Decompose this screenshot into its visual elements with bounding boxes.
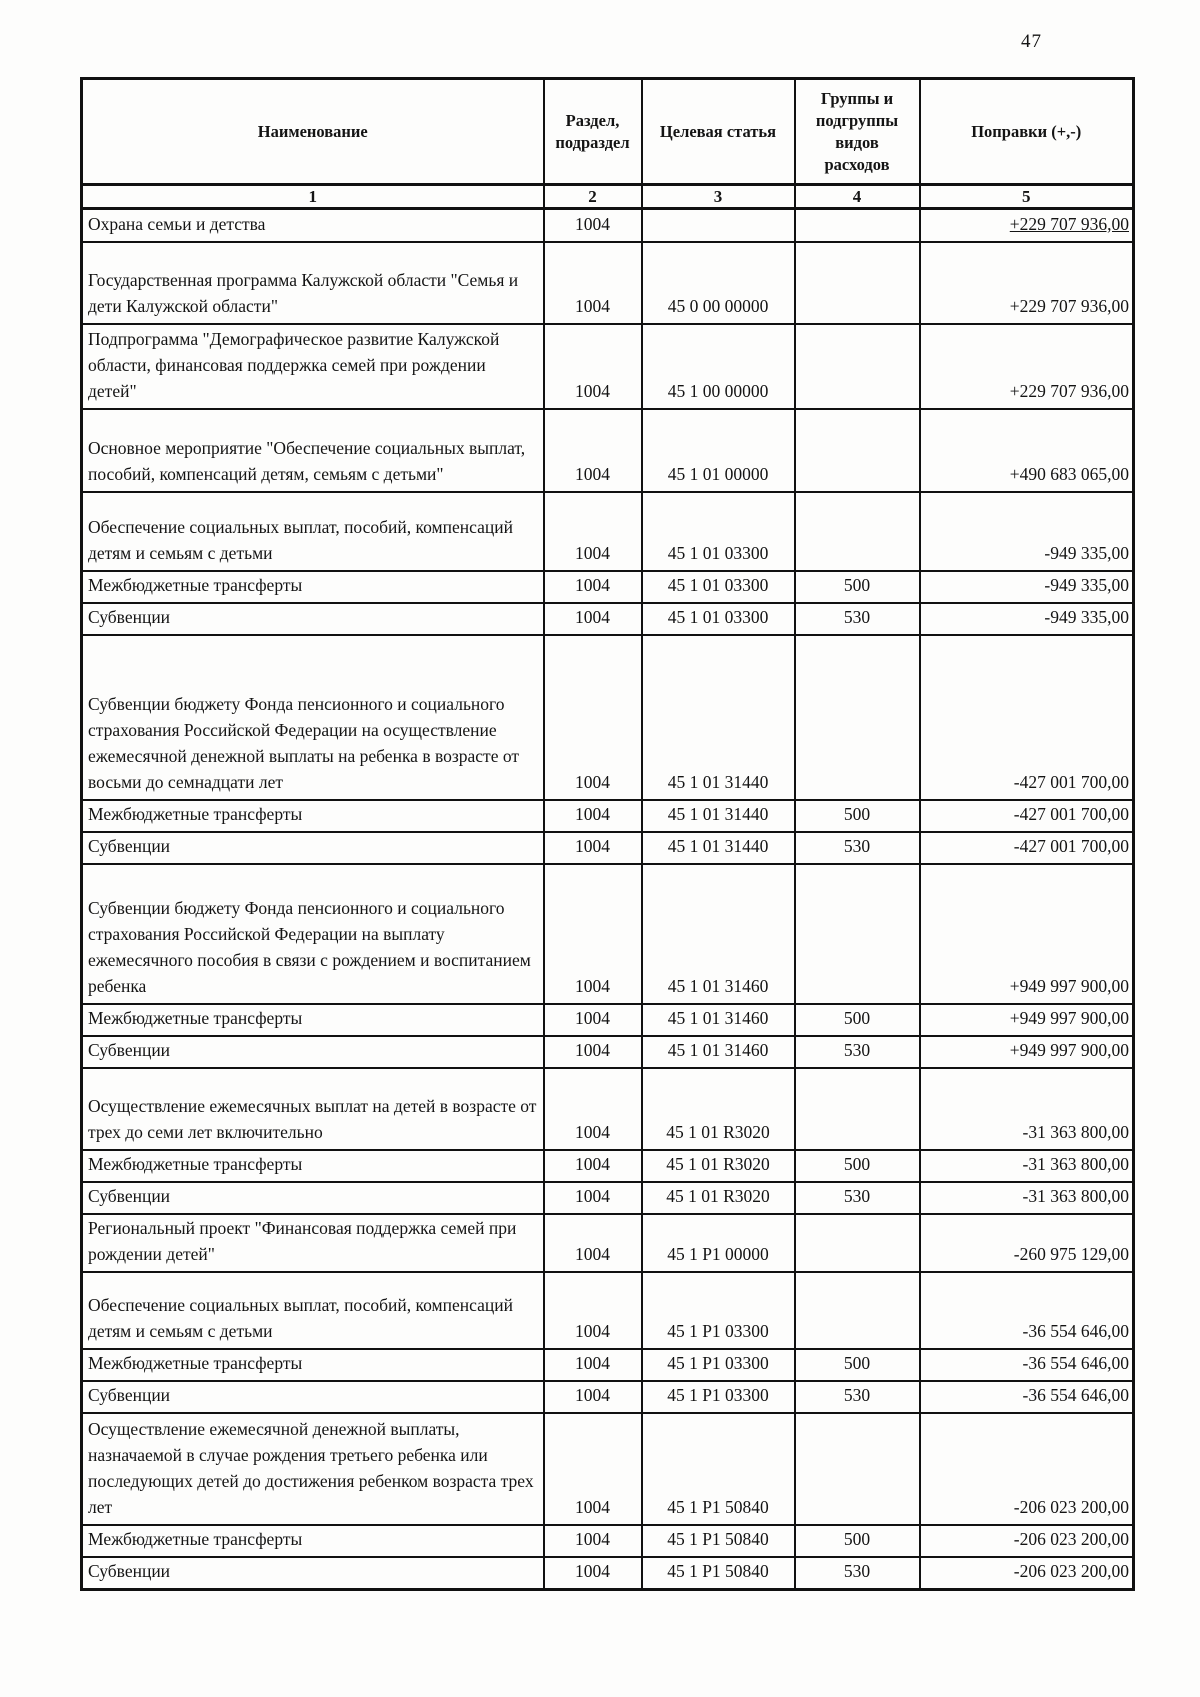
cell-section-code: 1004 bbox=[544, 324, 642, 409]
header-section-subsection: Раздел, подраздел bbox=[544, 79, 642, 185]
table-row bbox=[82, 864, 1134, 1004]
table-row bbox=[82, 1004, 1134, 1036]
cell-name: Субвенции bbox=[82, 603, 544, 635]
header-row bbox=[82, 79, 1134, 185]
table-row bbox=[82, 1272, 1134, 1349]
cell-section-code: 1004 bbox=[544, 492, 642, 571]
cell-name: Субвенции бюджету Фонда пенсионного и социального страхования Российской Федерации на выплату ежемесячного пособия в связи с рождением и воспитанием ребенка bbox=[82, 864, 544, 1004]
cell-expense-group: 500 bbox=[795, 800, 920, 832]
cell-amendment-amount: -427 001 700,00 bbox=[920, 832, 1134, 864]
cell-target-article: 45 1 01 31440 bbox=[642, 832, 795, 864]
cell-name: Межбюджетные трансферты bbox=[82, 1150, 544, 1182]
cell-name: Субвенции bbox=[82, 832, 544, 864]
table-row bbox=[82, 800, 1134, 832]
column-number-4: 4 bbox=[795, 185, 920, 209]
table-row bbox=[82, 603, 1134, 635]
cell-target-article: 45 1 00 00000 bbox=[642, 324, 795, 409]
cell-section-code: 1004 bbox=[544, 209, 642, 242]
cell-section-code: 1004 bbox=[544, 603, 642, 635]
cell-amendment-amount: -36 554 646,00 bbox=[920, 1272, 1134, 1349]
cell-name: Охрана семьи и детства bbox=[82, 209, 544, 242]
cell-name: Субвенции bbox=[82, 1557, 544, 1590]
table-row bbox=[82, 409, 1134, 492]
cell-name: Подпрограмма "Демографическое развитие Калужской области, финансовая поддержка семей при рождении детей" bbox=[82, 324, 544, 409]
cell-expense-group bbox=[795, 409, 920, 492]
cell-amendment-amount: -260 975 129,00 bbox=[920, 1214, 1134, 1272]
cell-section-code: 1004 bbox=[544, 1182, 642, 1214]
table-row bbox=[82, 209, 1134, 242]
cell-name: Межбюджетные трансферты bbox=[82, 1004, 544, 1036]
cell-amendment-amount: +229 707 936,00 bbox=[920, 242, 1134, 324]
table-row bbox=[82, 1381, 1134, 1413]
cell-expense-group bbox=[795, 864, 920, 1004]
table-row bbox=[82, 1150, 1134, 1182]
cell-section-code: 1004 bbox=[544, 1525, 642, 1557]
cell-section-code: 1004 bbox=[544, 1214, 642, 1272]
cell-target-article: 45 0 00 00000 bbox=[642, 242, 795, 324]
cell-amendment-amount: -206 023 200,00 bbox=[920, 1413, 1134, 1525]
header-amendments: Поправки (+,-) bbox=[920, 79, 1134, 185]
table-row bbox=[82, 832, 1134, 864]
cell-target-article: 45 1 01 00000 bbox=[642, 409, 795, 492]
cell-amendment-amount: -206 023 200,00 bbox=[920, 1557, 1134, 1590]
cell-section-code: 1004 bbox=[544, 864, 642, 1004]
cell-section-code: 1004 bbox=[544, 1349, 642, 1381]
table-row bbox=[82, 242, 1134, 324]
table-row bbox=[82, 1036, 1134, 1068]
cell-expense-group bbox=[795, 1068, 920, 1150]
cell-expense-group bbox=[795, 1214, 920, 1272]
table-row bbox=[82, 1413, 1134, 1525]
cell-name: Осуществление ежемесячных выплат на детей в возрасте от трех до семи лет включительно bbox=[82, 1068, 544, 1150]
table-row bbox=[82, 571, 1134, 603]
cell-expense-group: 500 bbox=[795, 1349, 920, 1381]
cell-section-code: 1004 bbox=[544, 1272, 642, 1349]
cell-target-article: 45 1 01 31460 bbox=[642, 1004, 795, 1036]
cell-name: Субвенции bbox=[82, 1182, 544, 1214]
cell-amendment-amount: +229 707 936,00 bbox=[920, 324, 1134, 409]
cell-target-article: 45 1 P1 50840 bbox=[642, 1413, 795, 1525]
cell-target-article: 45 1 P1 50840 bbox=[642, 1557, 795, 1590]
cell-name: Межбюджетные трансферты bbox=[82, 1349, 544, 1381]
cell-amendment-amount: -36 554 646,00 bbox=[920, 1349, 1134, 1381]
cell-expense-group: 500 bbox=[795, 1150, 920, 1182]
cell-section-code: 1004 bbox=[544, 1068, 642, 1150]
cell-amendment-amount: +229 707 936,00 bbox=[920, 209, 1134, 242]
table-body bbox=[82, 209, 1134, 1590]
cell-amendment-amount: -949 335,00 bbox=[920, 603, 1134, 635]
cell-amendment-amount: +949 997 900,00 bbox=[920, 864, 1134, 1004]
column-number-5: 5 bbox=[920, 185, 1134, 209]
cell-amendment-amount: +949 997 900,00 bbox=[920, 1036, 1134, 1068]
cell-target-article: 45 1 P1 00000 bbox=[642, 1214, 795, 1272]
table-row bbox=[82, 324, 1134, 409]
column-number-3: 3 bbox=[642, 185, 795, 209]
cell-target-article: 45 1 01 31460 bbox=[642, 1036, 795, 1068]
cell-expense-group: 500 bbox=[795, 571, 920, 603]
cell-expense-group bbox=[795, 492, 920, 571]
table-row bbox=[82, 1214, 1134, 1272]
cell-name: Субвенции bbox=[82, 1381, 544, 1413]
cell-target-article: 45 1 P1 50840 bbox=[642, 1525, 795, 1557]
cell-name: Субвенции бюджету Фонда пенсионного и социального страхования Российской Федерации на осуществление ежемесячной денежной выплаты на ребенка в возрасте от восьми до семнадцати лет bbox=[82, 635, 544, 800]
cell-target-article: 45 1 01 31460 bbox=[642, 864, 795, 1004]
cell-name: Региональный проект "Финансовая поддержка семей при рождении детей" bbox=[82, 1214, 544, 1272]
cell-expense-group bbox=[795, 635, 920, 800]
table-row bbox=[82, 492, 1134, 571]
cell-expense-group bbox=[795, 324, 920, 409]
cell-expense-group: 530 bbox=[795, 1557, 920, 1590]
cell-expense-group: 530 bbox=[795, 1036, 920, 1068]
cell-expense-group bbox=[795, 1272, 920, 1349]
cell-target-article: 45 1 P1 03300 bbox=[642, 1349, 795, 1381]
cell-amendment-amount: -949 335,00 bbox=[920, 492, 1134, 571]
cell-amendment-amount: -31 363 800,00 bbox=[920, 1182, 1134, 1214]
cell-amendment-amount: -427 001 700,00 bbox=[920, 635, 1134, 800]
cell-amendment-amount: +949 997 900,00 bbox=[920, 1004, 1134, 1036]
cell-target-article: 45 1 01 31440 bbox=[642, 635, 795, 800]
cell-expense-group: 500 bbox=[795, 1004, 920, 1036]
budget-amendments-table bbox=[80, 77, 1135, 1591]
cell-amendment-amount: -36 554 646,00 bbox=[920, 1381, 1134, 1413]
cell-expense-group: 500 bbox=[795, 1525, 920, 1557]
table-row bbox=[82, 1182, 1134, 1214]
cell-name: Осуществление ежемесячной денежной выплаты, назначаемой в случае рождения третьего ребенка или последующих детей до достижения ребенком возраста трех лет bbox=[82, 1413, 544, 1525]
cell-name: Межбюджетные трансферты bbox=[82, 1525, 544, 1557]
table-row bbox=[82, 1557, 1134, 1590]
cell-target-article: 45 1 01 R3020 bbox=[642, 1150, 795, 1182]
table-row bbox=[82, 1525, 1134, 1557]
cell-target-article: 45 1 01 R3020 bbox=[642, 1068, 795, 1150]
table-row bbox=[82, 1068, 1134, 1150]
cell-target-article: 45 1 01 31440 bbox=[642, 800, 795, 832]
cell-amendment-amount: -31 363 800,00 bbox=[920, 1150, 1134, 1182]
cell-amendment-amount: +490 683 065,00 bbox=[920, 409, 1134, 492]
header-expense-groups: Группы и подгруппы видов расходов bbox=[795, 79, 920, 185]
cell-amendment-amount: -206 023 200,00 bbox=[920, 1525, 1134, 1557]
table-header bbox=[82, 79, 1134, 209]
cell-target-article: 45 1 01 03300 bbox=[642, 603, 795, 635]
cell-expense-group: 530 bbox=[795, 1182, 920, 1214]
cell-name: Основное мероприятие "Обеспечение социальных выплат, пособий, компенсаций детям, семьям с детьми" bbox=[82, 409, 544, 492]
cell-name: Обеспечение социальных выплат, пособий, компенсаций детям и семьям с детьми bbox=[82, 492, 544, 571]
cell-target-article bbox=[642, 209, 795, 242]
cell-section-code: 1004 bbox=[544, 1004, 642, 1036]
column-number-2: 2 bbox=[544, 185, 642, 209]
cell-section-code: 1004 bbox=[544, 635, 642, 800]
cell-target-article: 45 1 01 03300 bbox=[642, 492, 795, 571]
column-number-row bbox=[82, 185, 1134, 209]
cell-target-article: 45 1 P1 03300 bbox=[642, 1272, 795, 1349]
header-target-article: Целевая статья bbox=[642, 79, 795, 185]
cell-name: Субвенции bbox=[82, 1036, 544, 1068]
cell-target-article: 45 1 01 R3020 bbox=[642, 1182, 795, 1214]
cell-section-code: 1004 bbox=[544, 1381, 642, 1413]
cell-name: Межбюджетные трансферты bbox=[82, 800, 544, 832]
header-name: Наименование bbox=[82, 79, 544, 185]
cell-expense-group bbox=[795, 242, 920, 324]
cell-name: Обеспечение социальных выплат, пособий, компенсаций детям и семьям с детьми bbox=[82, 1272, 544, 1349]
table-row bbox=[82, 635, 1134, 800]
cell-expense-group: 530 bbox=[795, 603, 920, 635]
cell-expense-group: 530 bbox=[795, 1381, 920, 1413]
column-number-1: 1 bbox=[82, 185, 544, 209]
cell-expense-group bbox=[795, 209, 920, 242]
cell-name: Межбюджетные трансферты bbox=[82, 571, 544, 603]
cell-section-code: 1004 bbox=[544, 242, 642, 324]
table-row bbox=[82, 1349, 1134, 1381]
cell-section-code: 1004 bbox=[544, 1413, 642, 1525]
cell-section-code: 1004 bbox=[544, 1557, 642, 1590]
cell-amendment-amount: -427 001 700,00 bbox=[920, 800, 1134, 832]
cell-section-code: 1004 bbox=[544, 1036, 642, 1068]
cell-expense-group bbox=[795, 1413, 920, 1525]
cell-section-code: 1004 bbox=[544, 409, 642, 492]
cell-section-code: 1004 bbox=[544, 1150, 642, 1182]
cell-target-article: 45 1 01 03300 bbox=[642, 571, 795, 603]
cell-section-code: 1004 bbox=[544, 832, 642, 864]
cell-expense-group: 530 bbox=[795, 832, 920, 864]
cell-amendment-amount: -949 335,00 bbox=[920, 571, 1134, 603]
cell-name: Государственная программа Калужской области "Семья и дети Калужской области" bbox=[82, 242, 544, 324]
cell-section-code: 1004 bbox=[544, 800, 642, 832]
cell-target-article: 45 1 P1 03300 bbox=[642, 1381, 795, 1413]
cell-amendment-amount: -31 363 800,00 bbox=[920, 1068, 1134, 1150]
cell-section-code: 1004 bbox=[544, 571, 642, 603]
page-number: 47 bbox=[1021, 31, 1042, 52]
